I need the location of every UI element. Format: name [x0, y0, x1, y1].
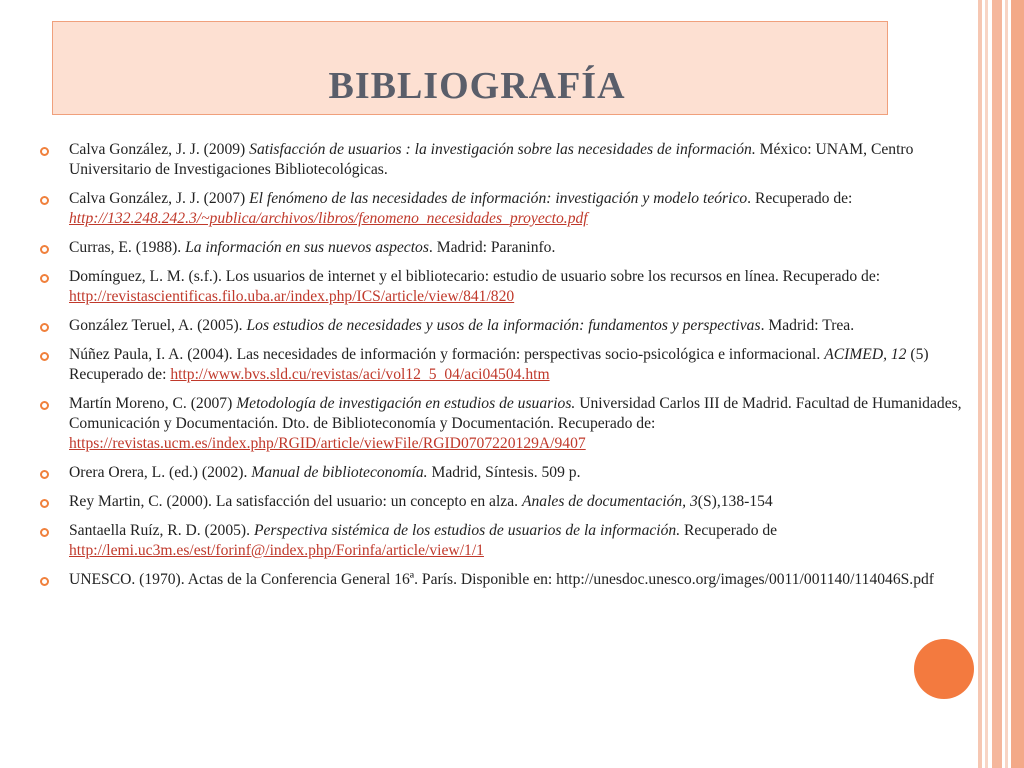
bullet-icon	[40, 196, 49, 205]
reference-link[interactable]: https://revistas.ucm.es/index.php/RGID/article/viewFile/RGID0707220129A/9407	[69, 435, 586, 452]
reference-link[interactable]: http://www.bvs.sld.cu/revistas/aci/vol12_5_04/aci04504.htm	[170, 366, 550, 383]
reference-link[interactable]: http://revistascientificas.filo.uba.ar/index.php/ICS/article/view/841/820	[69, 288, 515, 305]
reference-title-italic: Perspectiva sistémica de los estudios de usuarios de la información.	[253, 522, 681, 539]
reference-text: Domínguez, L. M. (s.f.). Los usuarios de internet y el bibliotecario: estudio de usuario sobre los recursos en línea. Recuperado de:	[69, 268, 881, 285]
decor-stripe-2	[985, 0, 988, 768]
reference-link[interactable]: http://132.248.242.3/~publica/archivos/libros/fenomeno_necesidades_proyecto.pdf	[69, 210, 588, 227]
bullet-icon	[40, 352, 49, 361]
bullet-icon	[40, 470, 49, 479]
reference-text: Núñez Paula, I. A. (2004). Las necesidades de información y formación: perspectivas socio-psicológica e informacional.	[69, 346, 825, 363]
reference-text: Martín Moreno, C. (2007)	[69, 395, 237, 412]
reference-text: Rey Martin, C. (2000). La satisfacción del usuario: un concepto en alza.	[69, 493, 522, 510]
reference-item	[40, 521, 970, 561]
reference-item	[40, 570, 970, 590]
reference-item	[40, 140, 970, 180]
reference-text-tail: . Madrid: Paraninfo.	[428, 239, 556, 256]
decor-stripe-4	[1005, 0, 1008, 768]
reference-title-italic: Anales de documentación, 3	[521, 493, 698, 510]
reference-item	[40, 316, 970, 336]
reference-title-italic: El fenómeno de las necesidades de información: investigación y modelo teórico	[249, 190, 748, 207]
bullet-icon	[40, 577, 49, 586]
reference-item	[40, 394, 970, 454]
bullet-icon	[40, 528, 49, 537]
bullet-icon	[40, 499, 49, 508]
reference-title-italic: ACIMED, 12	[824, 346, 907, 363]
reference-link[interactable]: http://lemi.uc3m.es/est/forinf@/index.php/Forinfa/article/view/1/1	[69, 542, 484, 559]
reference-text-tail: México: UNAM, Centro Universitario de Investigaciones Bibliotecológicas.	[69, 141, 914, 178]
reference-item	[40, 463, 970, 483]
reference-text-tail: Madrid, Síntesis. 509 p.	[427, 464, 581, 481]
bullet-icon	[40, 274, 49, 283]
title-box	[52, 21, 888, 115]
reference-item	[40, 267, 970, 307]
reference-text: Calva González, J. J. (2009)	[69, 141, 250, 158]
reference-text: Orera Orera, L. (ed.) (2002).	[69, 464, 252, 481]
reference-title-italic: Los estudios de necesidades y usos de la información: fundamentos y perspectivas	[246, 317, 761, 334]
reference-item	[40, 492, 970, 512]
reference-text-tail: (S),138-154	[697, 493, 773, 510]
reference-text-tail: . Recuperado de:	[747, 190, 853, 207]
reference-item	[40, 238, 970, 258]
reference-text: Calva González, J. J. (2007)	[69, 190, 250, 207]
bullet-icon	[40, 401, 49, 410]
reference-text-tail: Recuperado de	[680, 522, 778, 539]
page-title: BIBLIOGRAFÍA	[328, 65, 626, 107]
reference-title-italic: Metodología de investigación en estudios de usuarios.	[236, 395, 576, 412]
reference-item	[40, 345, 970, 385]
reference-text: Santaella Ruíz, R. D. (2005).	[69, 522, 254, 539]
reference-text-tail: Universidad Carlos III de Madrid. Facultad de Humanidades, Comunicación y Documentación. Dto. de Biblioteconomía y Documentación. Recuperado de:	[69, 395, 962, 432]
reference-title-italic: La información en sus nuevos aspectos	[185, 239, 429, 256]
reference-text-tail: . Madrid: Trea.	[760, 317, 855, 334]
reference-title-italic: Manual de biblioteconomía.	[251, 464, 428, 481]
decor-stripe-1	[978, 0, 982, 768]
reference-item	[40, 189, 970, 229]
bullet-icon	[40, 245, 49, 254]
reference-text-tail: (5) Recuperado de:	[69, 346, 929, 383]
reference-text: Curras, E. (1988).	[69, 239, 186, 256]
reference-title-italic: Satisfacción de usuarios : la investigación sobre las necesidades de información.	[249, 141, 756, 158]
bullet-icon	[40, 147, 49, 156]
reference-list	[40, 140, 970, 599]
decorative-circle	[914, 639, 974, 699]
decor-stripe-5	[1011, 0, 1024, 768]
bullet-icon	[40, 323, 49, 332]
reference-text: UNESCO. (1970). Actas de la Conferencia General 16ª. París. Disponible en: http://unesdoc.unesco.org/images/0011/001140/114046S.pdf	[69, 571, 934, 588]
decor-stripe-3	[992, 0, 1002, 768]
reference-text: González Teruel, A. (2005).	[69, 317, 247, 334]
